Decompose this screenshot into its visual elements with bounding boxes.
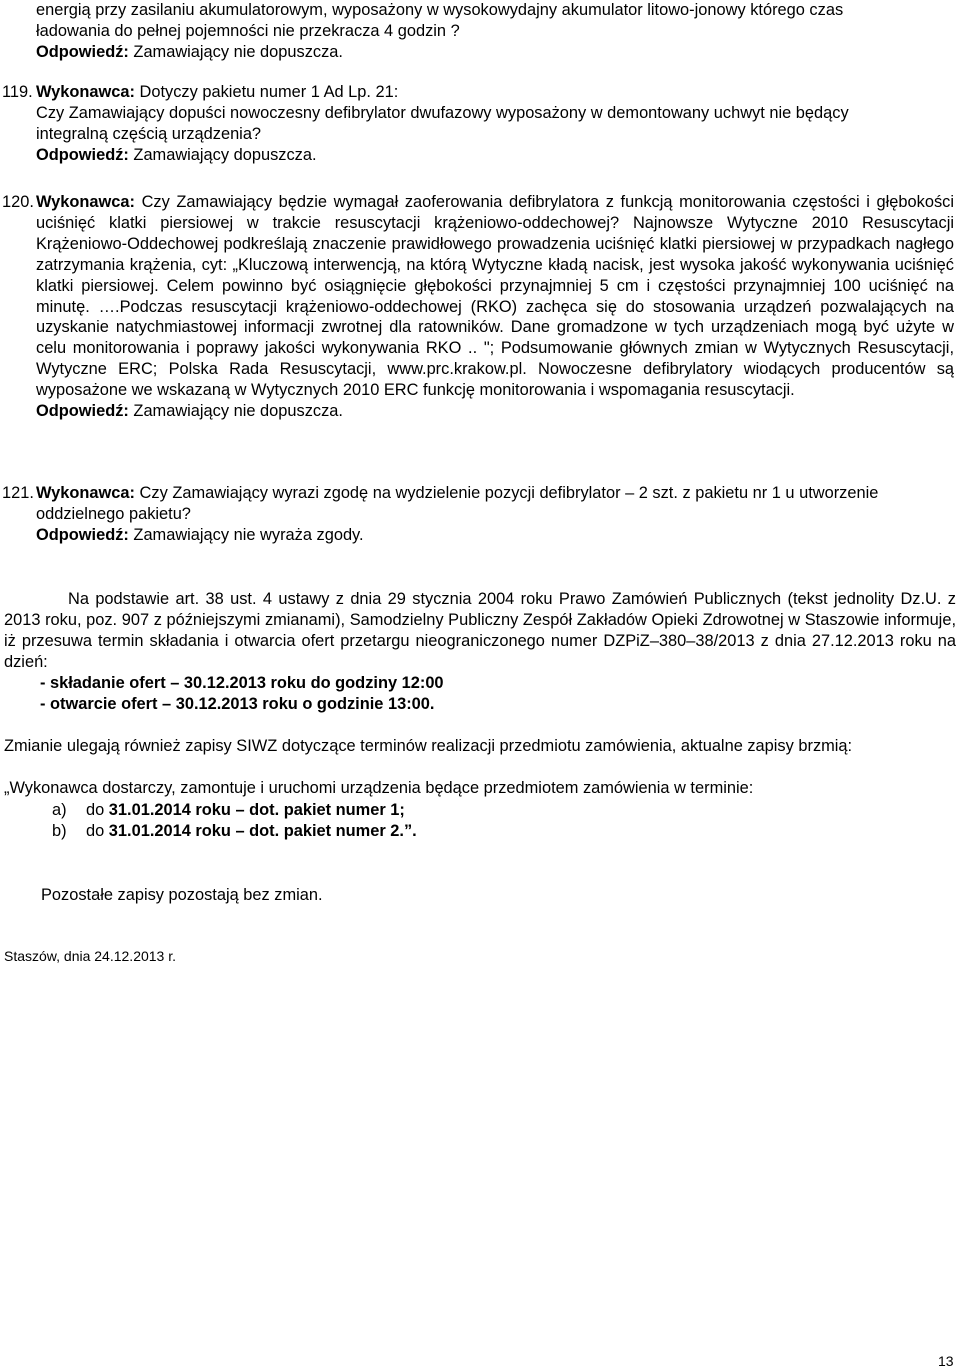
answer-label: Odpowiedź: xyxy=(36,145,129,164)
answer-label: Odpowiedź: xyxy=(36,42,129,61)
q121-answer xyxy=(36,525,896,546)
term-a xyxy=(86,800,405,821)
contractor-label: Wykonawca: xyxy=(36,484,135,502)
page-number: 13 xyxy=(938,1353,954,1369)
changes-paragraph: Zmianie ulegają również zapisy SIWZ dotyczące terminów realizacji przedmiotu zamówienia, aktualne zapisy brzmią: xyxy=(4,737,853,755)
deadline-submission: - składanie ofert – 30.12.2013 roku do godziny 12:00 xyxy=(40,674,444,692)
q119-line-3: integralną częścią urządzenia? xyxy=(36,124,262,143)
intro-line-2: ładowania do pełnej pojemności nie przekracza 4 godzin ? xyxy=(36,21,460,40)
question-number: 119. xyxy=(2,83,33,101)
notice-paragraph: Na podstawie art. 38 ust. 4 ustawy z dnia 29 stycznia 2004 roku Prawo Zamówień Publicznych (tekst jednolity Dz.U. z 2013 roku, poz. 907 z późniejszymi zmianami), Samodzielny Publiczny Zespół Zakładów Opieki Zdrowotnej w Staszowie informuje, iż przesuwa termin składania i otwarcia ofert przetargu nieograniczonego numer DZPiZ–380–38/2013 z dnia 27.12.2013 roku na dzień: xyxy=(4,590,956,671)
q120-text: Czy Zamawiający będzie wymagał zaoferowania defibrylatora z funkcją monitorowania częstości i głębokości uciśnięć klatki piersiowej w trakcie resuscytacji krążeniowo-oddechowej? Najnowsze Wytyczne 2010 Resuscytacji Krążeniowo-Oddechowej podkreślają znaczenie prawidłowego prowadzenia uciśnięć klatki piersiowej w przypadkach nagłego zatrzymania krążenia, cyt: „Kluczową interwencją, na którą Wytyczne kładą nacisk, jest wysoka jakość wykonywania uciśnięć klatki piersiowej. Celem powinno być osiągnięcie głębokości przynajmniej 5 cm i częstości przynajmniej 100 uciśnięć na minutę. ….Podczas resuscytacji krążeniowo-oddechowej (RKO) zachęca się do stosowania urządzeń pozwalających na uzyskanie natychmiastowej informacji zwrotnej dla ratowników. Dane gromadzone w tych urządzeniach mogą być użyte w celu monitorowania i poprawy jakości wykonywania RKO .. "; Podsumowanie głównych zmian w Wytycznych Resuscytacji, Wytyczne ERC; Polska Rada Resuscytacji, www.prc.krakow.pl. Nowoczesne defibrylatory wiodących producentów są wyposażone we wskazaną w Wytycznych 2010 ERC funkcję monitorowania i wspomagania resuscytacji. xyxy=(36,193,954,400)
q121-text: Czy Zamawiający wyrazi zgodę na wydzielenie pozycji defibrylator – 2 szt. z pakietu nr 1 u utworzenie oddzielnego pakietu? xyxy=(36,484,879,523)
intro-block xyxy=(36,0,956,63)
question-119 xyxy=(2,82,956,166)
question-121 xyxy=(2,483,896,546)
term-b-label: b) xyxy=(52,822,67,840)
term-b xyxy=(86,821,417,842)
intro-line-1: energią przy zasilaniu akumulatorowym, wyposażony w wysokowydajny akumulator litowo-jonowy którego czas xyxy=(36,1,844,19)
q119-line-1-text: Dotyczy pakietu numer 1 Ad Lp. 21: xyxy=(134,83,399,101)
contractor-label: Wykonawca: xyxy=(36,83,135,101)
question-number: 121. xyxy=(2,484,34,502)
place-and-date: Staszów, dnia 24.12.2013 r. xyxy=(4,948,177,964)
answer-text: Zamawiający dopuszcza. xyxy=(128,145,317,164)
answer-label: Odpowiedź: xyxy=(36,525,129,544)
answer-text: Zamawiający nie wyraża zgody. xyxy=(128,525,364,544)
q119-line-2: Czy Zamawiający dopuści nowoczesny defibrylator dwufazowy wyposażony w demontowany uchwyt nie będący xyxy=(36,103,849,122)
answer-text: Zamawiający nie dopuszcza. xyxy=(128,42,343,61)
term-a-date: 31.01.2014 roku – dot. pakiet numer 1; xyxy=(108,801,405,819)
question-120 xyxy=(2,192,954,422)
delivery-term-intro: „Wykonawca dostarczy, zamontuje i uruchomi urządzenia będące przedmiotem zamówienia w terminie: xyxy=(4,779,754,797)
answer-label: Odpowiedź: xyxy=(36,402,129,421)
deadline-opening: - otwarcie ofert – 30.12.2013 roku o godzinie 13:00. xyxy=(40,695,435,713)
q119-answer xyxy=(36,145,956,166)
q119-line-1 xyxy=(36,82,956,103)
contractor-label: Wykonawca: xyxy=(36,193,135,211)
term-a-label: a) xyxy=(52,801,67,819)
intro-answer xyxy=(36,42,956,63)
term-b-date: 31.01.2014 roku – dot. pakiet numer 2.”. xyxy=(108,822,417,840)
answer-text: Zamawiający nie dopuszcza. xyxy=(128,402,343,421)
question-number: 120. xyxy=(2,193,34,211)
term-a-prefix: do xyxy=(86,801,109,819)
other-provisions: Pozostałe zapisy pozostają bez zmian. xyxy=(41,886,323,904)
term-b-prefix: do xyxy=(86,822,109,840)
q120-answer xyxy=(36,401,954,422)
